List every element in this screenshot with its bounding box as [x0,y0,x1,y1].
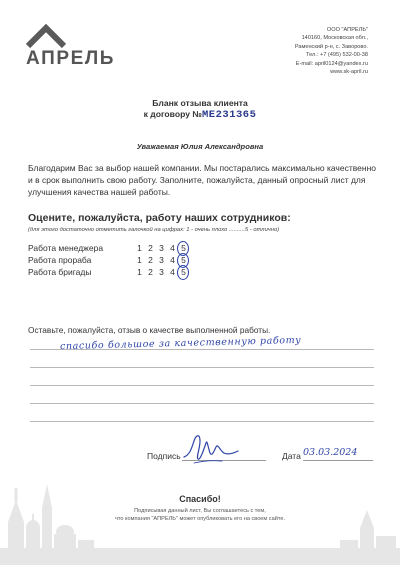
rating-option[interactable]: 4 [170,255,175,265]
signature-label: Подпись [147,451,181,461]
rating-option[interactable]: 1 [137,243,142,253]
form-title: Бланк отзыва клиента [152,98,248,108]
rating-option[interactable]: 2 [148,243,153,253]
rating-scale [134,267,189,277]
rating-option[interactable]: 4 [170,267,175,277]
rating-option[interactable]: 5 [178,243,189,253]
thanks-text: Спасибо! [179,494,221,504]
rating-option[interactable]: 1 [137,267,142,277]
rating-scale [134,255,189,265]
comment-prompt: Оставьте, пожалуйста, отзыв о качестве выполненной работы. [28,325,271,335]
contact-line: 140160, Московская обл., [301,35,368,42]
rating-option[interactable]: 5 [178,267,189,277]
comment-line [30,385,374,386]
comment-line [30,367,374,368]
rating-option[interactable]: 1 [137,255,142,265]
rating-option[interactable]: 3 [159,243,164,253]
contact-line: Тел.: +7 (495) 532-00-38 [305,52,368,59]
rating-option[interactable]: 2 [148,267,153,277]
contract-number: МЕ231365 [202,109,257,121]
date-line [303,460,373,461]
form-subtitle [0,109,400,121]
rating-option[interactable]: 2 [148,255,153,265]
handwritten-comment[interactable]: спасибо большое за качественную работу [59,334,302,353]
contact-email: E-mail: april0124@yandex.ru [295,60,368,67]
rating-option[interactable]: 3 [159,255,164,265]
rating-label: Работа бригады [28,267,92,277]
rating-heading: Оцените, пожалуйста, работу наших сотрудников: [28,212,291,224]
rating-option[interactable]: 5 [178,255,189,265]
contact-line: Раменский р-н, с. Заворово. [294,43,368,50]
handwritten-date[interactable]: 03.03.2024 [303,447,358,458]
rating-scale [134,243,189,253]
contract-label: к договору № [143,109,202,119]
comment-line [30,403,374,404]
intro-text: Благодарим Вас за выбор нашей компании. Мы постарались максимально качественно и в срок выполнить свою работу. Заполните, пожалуйста, данный опросный лист для улучшения качества нашей работы. [28,163,376,197]
comment-line [30,421,374,422]
rating-label: Работа прораба [28,255,92,265]
date-label: Дата [282,451,301,461]
contact-line: ООО "АПРЕЛЬ" [326,27,368,33]
handwritten-signature-icon[interactable] [180,427,240,467]
consent-note-line: Подписывая данный лист, Вы соглашаетесь с тем, [134,508,266,514]
consent-note-line: что компания "АПРЕЛЬ" может опубликовать его на своем сайте. [114,515,286,522]
contact-website: www.sk-april.ru [330,69,368,76]
company-contacts [198,26,368,76]
consent-note [0,508,400,524]
company-logo-text: АПРЕЛЬ [26,48,116,69]
rating-option[interactable]: 3 [159,267,164,277]
rating-hint: (для этого достаточно отметить галочкой на цифрах: 1 - очень плохо ..........5 - отлично) [28,227,280,233]
salutation: Уважаемая Юлия Александровна [136,142,264,151]
rating-option[interactable]: 4 [170,243,175,253]
rating-label: Работа менеджера [28,243,104,253]
